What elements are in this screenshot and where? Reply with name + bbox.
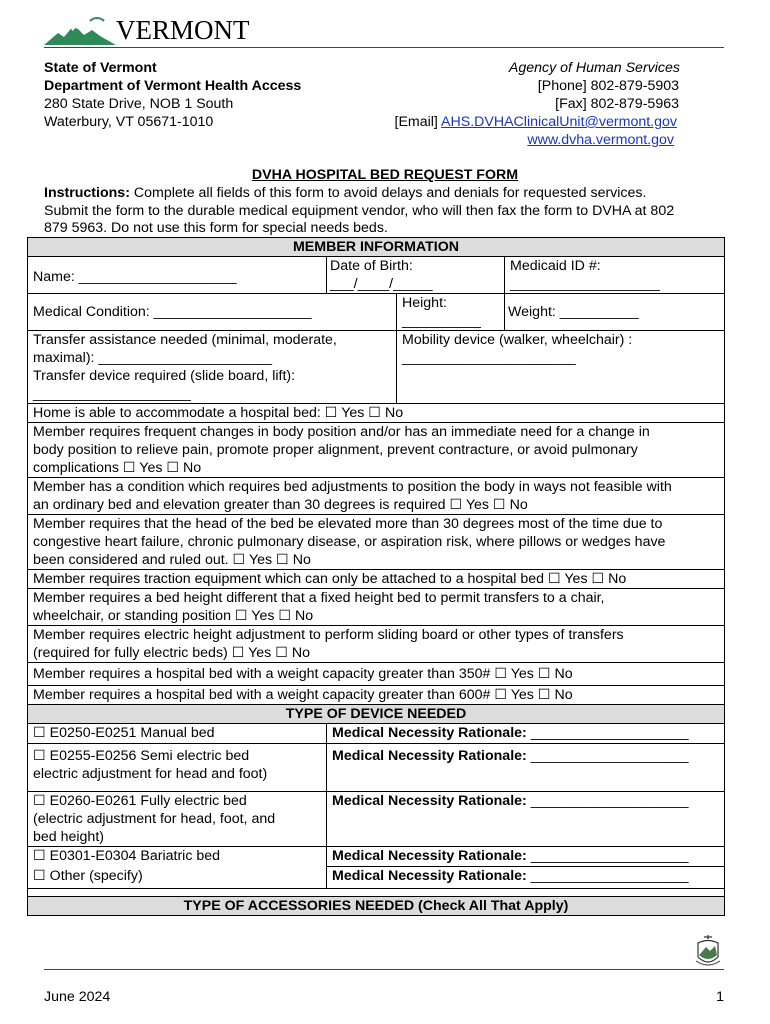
question-row[interactable] (28, 478, 725, 515)
sender-state: State of Vermont (44, 60, 157, 76)
state-seal-icon (692, 933, 724, 971)
question-row[interactable] (28, 423, 725, 478)
question-line: congestive heart failure, chronic pulmonary disease, or aspiration risk, where pillows or wedges have (33, 534, 666, 550)
transfer-assistance-line-2: maximal): ______________________ (33, 350, 273, 366)
rationale-field[interactable] (327, 792, 725, 847)
email-link[interactable]: AHS.DVHAClinicalUnit@vermont.gov (441, 114, 677, 130)
rationale-field[interactable] (327, 867, 725, 889)
question-line: been considered and ruled out. ☐ Yes ☐ No (33, 552, 311, 568)
device-option-label: bed height) (33, 829, 104, 845)
agency-phone: [Phone] 802-879-5903 (537, 78, 679, 94)
member-info-header: MEMBER INFORMATION (28, 238, 725, 257)
sender-city: Waterbury, VT 05671-1010 (44, 114, 214, 130)
question-row[interactable] (28, 686, 725, 705)
device-option-label: ☐ E0260-E0261 Fully electric bed (33, 793, 247, 809)
medicaid-label: Medicaid ID #: (510, 258, 601, 274)
rationale-field[interactable] (327, 744, 725, 792)
question-line: Member requires traction equipment which can only be attached to a hospital bed ☐ Yes ☐ No (33, 571, 627, 587)
device-type-header: TYPE OF DEVICE NEEDED (28, 705, 725, 724)
device-option-bariatric[interactable] (28, 847, 327, 867)
question-line: Member has a condition which requires bed adjustments to position the body in ways not feasible with (33, 479, 672, 495)
device-option-label: electric adjustment for head and foot) (33, 766, 268, 782)
device-option-label: ☐ E0255-E0256 Semi electric bed (33, 748, 250, 764)
dob-field[interactable] (327, 257, 505, 294)
name-field[interactable] (28, 257, 327, 294)
mobility-label: Mobility device (walker, wheelchair) : (402, 332, 633, 348)
request-form-table (27, 237, 725, 916)
question-line: Member requires a hospital bed with a weight capacity greater than 350# ☐ Yes ☐ No (33, 666, 573, 682)
weight-blank: __________ (559, 304, 639, 320)
dob-blank: ___/____/_____ (330, 276, 433, 292)
instructions-line-3: 879 5963. Do not use this form for special needs beds. (44, 220, 388, 236)
question-row[interactable] (28, 570, 725, 589)
email-label: [Email] (394, 114, 438, 130)
vermont-logo (44, 15, 250, 49)
height-blank: __________ (402, 313, 481, 329)
rationale-blank: ____________________ (530, 748, 689, 764)
weight-field[interactable] (505, 294, 725, 331)
instructions-line-2: Submit the form to the durable medical equipment vendor, who will then fax the form to DVHA at 802 (44, 203, 675, 219)
question-line: body position to relieve pain, promote proper alignment, prevent contracture, or avoid pulmonary (33, 442, 638, 458)
device-option-label: (electric adjustment for head, foot, and (33, 811, 276, 827)
agency-fax: [Fax] 802-879-5963 (555, 96, 679, 112)
rationale-label: Medical Necessity Rationale: (332, 793, 527, 809)
rationale-label: Medical Necessity Rationale: (332, 868, 527, 884)
website-link[interactable]: www.dvha.vermont.gov (527, 132, 674, 148)
transfer-assistance-field[interactable] (28, 331, 397, 368)
agency-name: Agency of Human Services (508, 60, 680, 76)
page-number: 1 (716, 989, 724, 1005)
question-line: Member requires a bed height different that a fixed height bed to permit transfers to a chair, (33, 590, 605, 606)
name-label: Name: ____________________ (33, 269, 237, 285)
device-option-other[interactable] (28, 867, 327, 889)
instructions-label: Instructions: (44, 185, 130, 201)
mobility-device-field[interactable] (397, 331, 725, 404)
medical-condition-field[interactable] (28, 294, 397, 331)
device-option-fully-electric[interactable] (28, 792, 327, 847)
height-label: Height: (402, 295, 447, 311)
dob-label: Date of Birth: (330, 258, 413, 274)
question-row[interactable] (28, 404, 725, 423)
transfer-device-label: Transfer device required (slide board, lift): (33, 368, 296, 384)
rationale-blank: ____________________ (530, 793, 689, 809)
weight-label: Weight: (508, 304, 556, 320)
question-line: Member requires a hospital bed with a weight capacity greater than 600# ☐ Yes ☐ No (33, 687, 573, 703)
rationale-blank: ____________________ (530, 868, 689, 884)
instructions-text: Complete all fields of this form to avoid delays and denials for requested services. (129, 185, 647, 201)
device-option-label: ☐ E0250-E0251 Manual bed (33, 725, 215, 741)
mobility-blank: ______________________ (402, 350, 576, 366)
rationale-label: Medical Necessity Rationale: (332, 748, 527, 764)
spacer-row (28, 889, 725, 897)
question-line: wheelchair, or standing position ☐ Yes ☐ No (33, 608, 314, 624)
sender-department: Department of Vermont Health Access (44, 78, 302, 94)
medicaid-blank: ___________________ (510, 276, 660, 292)
device-option-label: ☐ E0301-E0304 Bariatric bed (33, 848, 221, 864)
medicaid-field[interactable] (505, 257, 725, 294)
instructions-line-1 (44, 185, 646, 201)
rationale-label: Medical Necessity Rationale: (332, 848, 527, 864)
device-option-manual[interactable] (28, 724, 327, 744)
question-row[interactable] (28, 589, 725, 626)
rationale-field[interactable] (327, 724, 725, 744)
question-row[interactable] (28, 663, 725, 686)
question-line: (required for fully electric beds) ☐ Yes ☐ No (33, 645, 310, 661)
logo-wordmark: VERMONT (116, 15, 250, 45)
question-row[interactable] (28, 515, 725, 570)
question-line: Member requires that the head of the bed be elevated more than 30 degrees most of the time due to (33, 516, 663, 532)
footer-date: June 2024 (44, 989, 111, 1005)
height-field[interactable] (397, 294, 505, 331)
sender-street: 280 State Drive, NOB 1 South (44, 96, 234, 112)
transfer-device-field[interactable] (28, 367, 397, 404)
device-option-label: ☐ Other (specify) (33, 867, 143, 884)
question-line: Home is able to accommodate a hospital bed: ☐ Yes ☐ No (33, 405, 404, 421)
rationale-blank: ____________________ (530, 848, 689, 864)
device-option-semi-electric[interactable] (28, 744, 327, 792)
mountain-logo-icon (44, 15, 116, 47)
medical-condition-label: Medical Condition: ____________________ (33, 304, 312, 320)
rationale-blank: ____________________ (530, 725, 689, 741)
agency-email-line (395, 114, 678, 130)
accessories-header: TYPE OF ACCESSORIES NEEDED (Check All That Apply) (28, 897, 725, 916)
question-line: an ordinary bed and elevation greater than 30 degrees is required ☐ Yes ☐ No (33, 497, 528, 513)
form-title: DVHA HOSPITAL BED REQUEST FORM (251, 167, 519, 183)
transfer-assistance-line-1: Transfer assistance needed (minimal, moderate, (33, 332, 337, 348)
question-line: complications ☐ Yes ☐ No (33, 460, 202, 476)
rationale-label: Medical Necessity Rationale: (332, 725, 527, 741)
question-line: Member requires electric height adjustment to perform sliding board or other types of transfers (33, 627, 624, 643)
rationale-field[interactable] (327, 847, 725, 867)
question-line: Member requires frequent changes in body position and/or has an immediate need for a change in (33, 424, 650, 440)
question-row[interactable] (28, 626, 725, 663)
transfer-device-blank: ____________________ (33, 386, 191, 402)
